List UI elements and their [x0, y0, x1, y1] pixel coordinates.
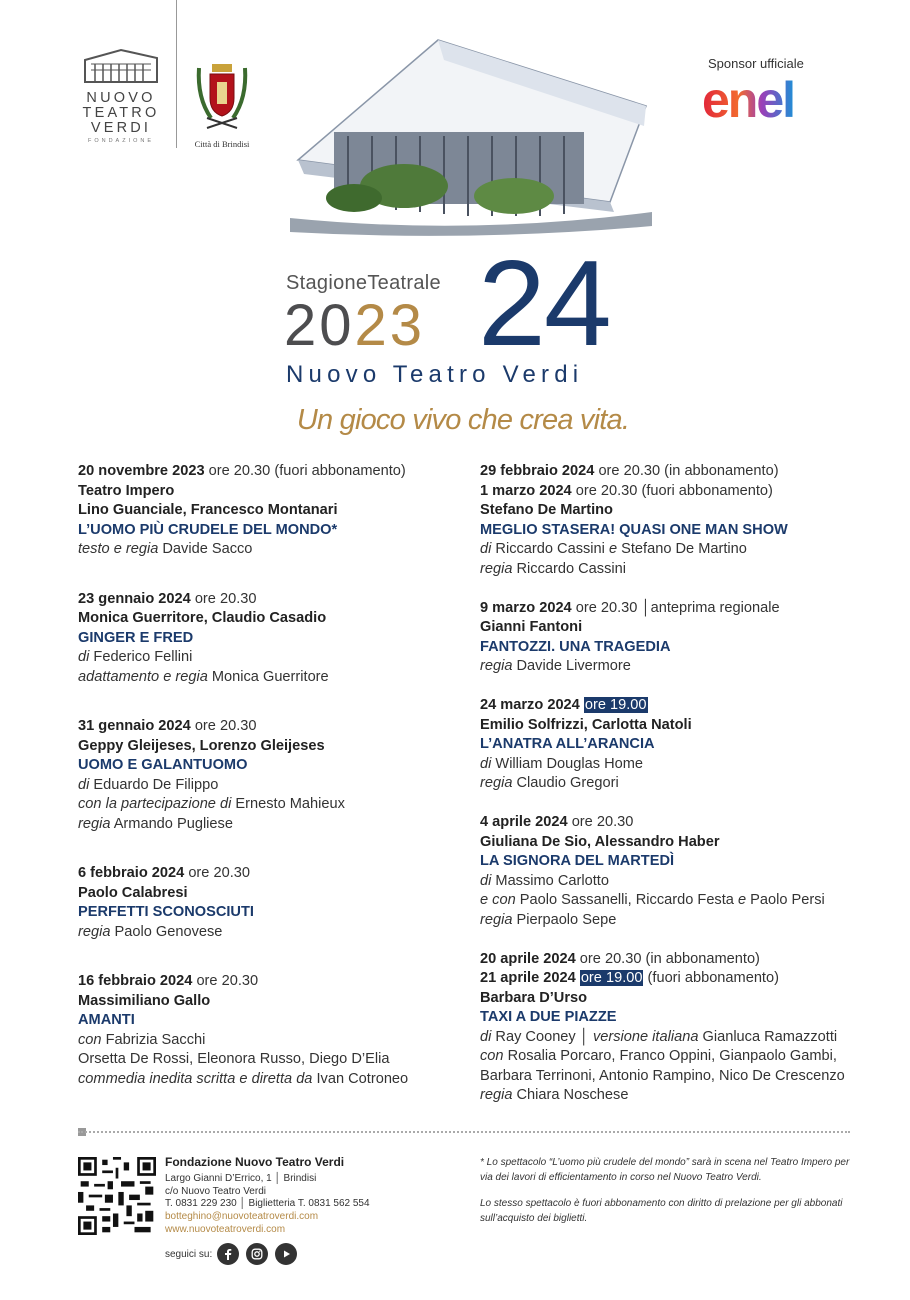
event-title: L’ANATRA ALL’ARANCIA [480, 736, 655, 752]
social-links [165, 1243, 297, 1265]
event-date-2: 1 marzo 2024 [480, 482, 572, 499]
address: Largo Gianni D’Errico, 1 │ Brindisi [165, 1172, 317, 1184]
credit-role: con [480, 1048, 504, 1064]
credit-name: Davide Livermore [512, 658, 631, 674]
event-date: 20 aprile 2024 [480, 950, 576, 967]
event-item [480, 950, 880, 1106]
footnote-2: Lo stesso spettacolo è fuori abbonamento con diritto di prelazione per gli abbonati sull’acquisto dei biglietti. [480, 1198, 843, 1224]
credit-role: di [480, 1028, 492, 1045]
event-date: 31 gennaio 2024 [78, 718, 191, 734]
event-place: Teatro Impero [78, 482, 175, 499]
logo-fondazione: FONDAZIONE [87, 138, 155, 144]
logo-word-1: NUOVO [86, 90, 156, 106]
credit-name: Gianluca Ramazzotti [698, 1028, 838, 1045]
credit-role: con la partecipazione di [78, 796, 232, 812]
season-year-start [284, 293, 426, 358]
event-cast: Lino Guanciale, Francesco Montanari [78, 502, 338, 518]
credit-role: di [480, 872, 492, 889]
credit-role: regia [78, 923, 111, 940]
event-item [480, 696, 880, 794]
event-cast: Barbara D’Urso [480, 989, 588, 1006]
credit-name: Monica Guerritore [207, 668, 329, 685]
event-time: ore 20.30 [190, 718, 257, 734]
event-time: ore 20.30 [184, 865, 250, 881]
event-title: PERFETTI SCONOSCIUTI [78, 904, 254, 920]
event-title: MEGLIO STASERA! QUASI ONE MAN SHOW [480, 521, 788, 538]
sponsor-block [700, 56, 850, 130]
event-item [480, 813, 880, 930]
event-item [480, 599, 880, 677]
event-cast: Emilio Solfrizzi, Carlotta Natoli [480, 716, 692, 733]
credit-name: Chiara Noschese [512, 1087, 629, 1103]
credit-role: con [78, 1031, 102, 1048]
credit-name: Armando Pugliese [110, 815, 233, 832]
year-part-b: 23 [354, 293, 426, 358]
credit-role: regia [480, 911, 513, 928]
events-left-column [78, 462, 458, 1119]
credit-name: Orsetta De Rossi, Eleonora Russo, Diego D’Elia [78, 1051, 390, 1067]
credit-name: Federico Fellini [89, 649, 193, 665]
events-right-column [480, 462, 880, 1125]
event-cast: Giuliana De Sio, Alessandro Haber [480, 833, 720, 850]
event-item [78, 717, 458, 834]
credit-name: William Douglas Home [491, 755, 644, 772]
event-cast: Stefano De Martino [480, 502, 613, 518]
event-time-2: (fuori abbonamento) [643, 970, 779, 986]
credit-name: Eduardo De Filippo [89, 776, 219, 793]
credit-role: regia [78, 815, 111, 832]
credit-name: Pierpaolo Sepe [512, 911, 617, 928]
event-title: UOMO E GALANTUOMO [78, 757, 248, 773]
credit-name: Stefano De Martino [617, 541, 747, 557]
event-time: ore 20.30 (in abbonamento) [594, 463, 779, 479]
org-name: Fondazione Nuovo Teatro Verdi [165, 1155, 345, 1169]
credit-role: regia [480, 1087, 513, 1103]
crest-caption: Città di Brindisi [194, 139, 250, 149]
event-date: 20 novembre 2023 [78, 463, 205, 479]
credit-name: Claudio Gregori [512, 775, 619, 791]
instagram-icon[interactable] [246, 1243, 268, 1265]
event-date: 9 marzo 2024 [480, 599, 572, 616]
credit-name: Davide Sacco [158, 541, 253, 557]
event-item [78, 864, 458, 942]
event-title: L’UOMO PIÙ CRUDELE DEL MONDO* [78, 521, 338, 538]
credit-role: e [737, 892, 747, 908]
season-year-end: 24 [478, 235, 610, 371]
credit-role: commedia inedita scritta e diretta da [78, 1070, 313, 1087]
event-title: AMANTI [78, 1012, 135, 1028]
event-cast: Massimiliano Gallo [78, 992, 211, 1009]
event-date: 6 febbraio 2024 [78, 865, 185, 881]
qr-code-icon[interactable] [78, 1157, 156, 1235]
contacts-block [165, 1156, 370, 1237]
event-time: ore 20.30 [567, 814, 634, 830]
tagline: Un gioco vivo che crea vita. [296, 404, 630, 436]
footnotes [480, 1156, 852, 1226]
ntv-logo [78, 46, 164, 144]
footnote-1: * Lo spettacolo “L’uomo più crudele del mondo” sarà in scena nel Teatro Impero per via dei lavori di efficientamento in corso nel Nuovo Teatro Verdi. [480, 1157, 850, 1183]
credit-name: Ivan Cotroneo [312, 1070, 409, 1087]
header-divider [176, 0, 177, 148]
enel-logo [700, 77, 840, 125]
credit-role: di [480, 541, 492, 557]
event-item [78, 972, 458, 1089]
email-link[interactable]: botteghino@nuovoteatroverdi.com [165, 1211, 319, 1223]
event-date: 23 gennaio 2024 [78, 590, 191, 607]
event-item [78, 590, 458, 688]
event-time-2: ore 20.30 (fuori abbonamento) [571, 482, 773, 499]
video-play-icon[interactable] [275, 1243, 297, 1265]
season-title [284, 235, 664, 390]
facebook-icon[interactable] [217, 1243, 239, 1265]
credit-name: Paolo Persi [746, 892, 825, 908]
event-time: ore 20.30 (fuori abbonamento) [204, 463, 406, 479]
event-date: 29 febbraio 2024 [480, 463, 595, 479]
event-time: ore 20.30 [190, 590, 257, 607]
logo-word-2: TEATRO [82, 105, 160, 121]
coat-of-arms-icon [193, 58, 251, 132]
season-subtitle: StagioneTeatrale [286, 272, 441, 294]
credit-role: regia [480, 560, 513, 577]
year-part-a: 20 [284, 293, 355, 358]
season-venue: Nuovo Teatro Verdi [286, 361, 584, 388]
event-time: ore 20.30 (in abbonamento) [575, 950, 760, 967]
event-date: 4 aprile 2024 [480, 814, 568, 830]
theatre-building-icon [81, 46, 161, 86]
credit-role: regia [480, 775, 513, 791]
phone-numbers: T. 0831 229 230 │ Biglietteria T. 0831 562 554 [165, 1198, 370, 1210]
credit-role: adattamento e regia [78, 668, 208, 685]
event-title: GINGER E FRED [78, 629, 194, 646]
logo-word-3: VERDI [90, 120, 152, 136]
sponsor-name: enel [702, 77, 795, 125]
credit-role: di [78, 776, 90, 793]
sponsor-label: Sponsor ufficiale [708, 56, 804, 71]
event-time-highlight: ore 19.00 [580, 970, 643, 986]
event-date: 16 febbraio 2024 [78, 973, 193, 989]
credit-name: Riccardo Cassini [512, 560, 626, 577]
credit-role: testo e regia [78, 541, 159, 557]
event-date: 24 marzo 2024 [480, 697, 580, 713]
city-crest [190, 58, 254, 149]
event-time: ore 20.30 │anteprima regionale [571, 599, 780, 616]
credit-name: Riccardo Cassini [491, 541, 609, 557]
event-cast: Paolo Calabresi [78, 884, 188, 901]
event-item [78, 462, 458, 560]
credit-name: Ray Cooney │ [491, 1028, 589, 1045]
credit-role: e [608, 541, 618, 557]
credit-role: di [480, 755, 492, 772]
address-co: c/o Nuovo Teatro Verdi [165, 1185, 266, 1197]
credit-name: Paolo Sassanelli, Riccardo Festa [515, 892, 738, 908]
event-date-2: 21 aprile 2024 [480, 970, 576, 986]
event-cast: Monica Guerritore, Claudio Casadio [78, 610, 327, 626]
credit-name: Ernesto Mahieux [231, 796, 345, 812]
event-cast: Geppy Gleijeses, Lorenzo Gleijeses [78, 737, 325, 754]
credit-role: regia [480, 658, 513, 674]
follow-label: seguici su: [165, 1248, 213, 1260]
credit-name: Rosalia Porcaro, Franco Oppini, Gianpaolo Gambi, [503, 1048, 837, 1064]
credit-name: Barbara Terrinoni, Antonio Rampino, Nico De Crescenzo [480, 1067, 845, 1084]
event-title: TAXI A DUE PIAZZE [480, 1009, 617, 1025]
credit-role: di [78, 649, 90, 665]
credit-role: versione italiana [592, 1028, 699, 1045]
credit-name: Paolo Genovese [110, 923, 223, 940]
credit-name: Massimo Carlotto [491, 872, 609, 889]
event-cast: Gianni Fantoni [480, 619, 583, 635]
theatre-illustration [284, 36, 656, 242]
website-link[interactable]: www.nuovoteatroverdi.com [165, 1223, 286, 1235]
credit-role: e con [480, 892, 516, 908]
event-title: FANTOZZI. UNA TRAGEDIA [480, 638, 671, 655]
event-item [480, 462, 880, 579]
credit-name: Fabrizia Sacchi [101, 1031, 206, 1048]
event-time-highlight: ore 19.00 [584, 697, 647, 713]
event-time: ore 20.30 [192, 973, 259, 989]
event-title: LA SIGNORA DEL MARTEDÌ [480, 853, 675, 869]
footer-divider [78, 1131, 850, 1133]
